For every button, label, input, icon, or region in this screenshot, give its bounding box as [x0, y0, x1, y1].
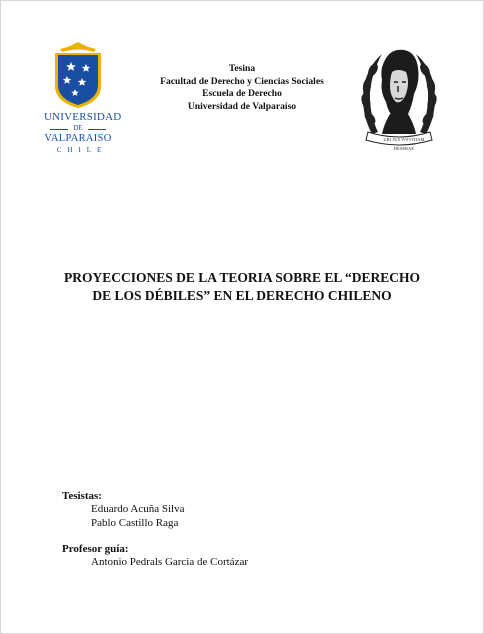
thesis-title-line-2: DE LOS DÉBILES” EN EL DERECHO CHILENO [92, 288, 392, 303]
logo-rule-right [88, 129, 106, 130]
thesis-title-line-1: PROYECCIONES DE LA TEORIA SOBRE EL “DERECHO [63, 270, 421, 285]
logo-text-chile: CHILE [56, 146, 108, 154]
thesis-title [40, 269, 444, 305]
university-shield-icon [44, 40, 112, 110]
header-school: Escuela de Derecho [202, 88, 282, 99]
document-header [132, 63, 352, 113]
header-faculty: Facultad de Derecho y Ciencias Sociales [160, 75, 324, 87]
author-name: Pablo Castillo Raga [91, 517, 179, 529]
seal-motto: UBI JUS IVSTITIAM DESERAE [383, 137, 425, 151]
faculty-seal-portrait-icon [354, 42, 444, 150]
authors-label: Tesistas: [62, 490, 102, 502]
logo-text-de: DE [73, 124, 83, 132]
author-name: Eduardo Acuña Silva [91, 503, 185, 515]
header-thesis-type: Tesina [228, 63, 256, 74]
advisor-label: Profesor guía: [62, 543, 129, 555]
advisor-name: Antonio Pedrals Garcia de Cortázar [91, 556, 248, 568]
university-logo [44, 40, 122, 160]
logo-text-universidad: UNIVERSIDAD [44, 111, 122, 123]
header-university: Universidad de Valparaíso [187, 100, 297, 112]
logo-text-valparaiso: VALPARAISO [44, 133, 112, 144]
